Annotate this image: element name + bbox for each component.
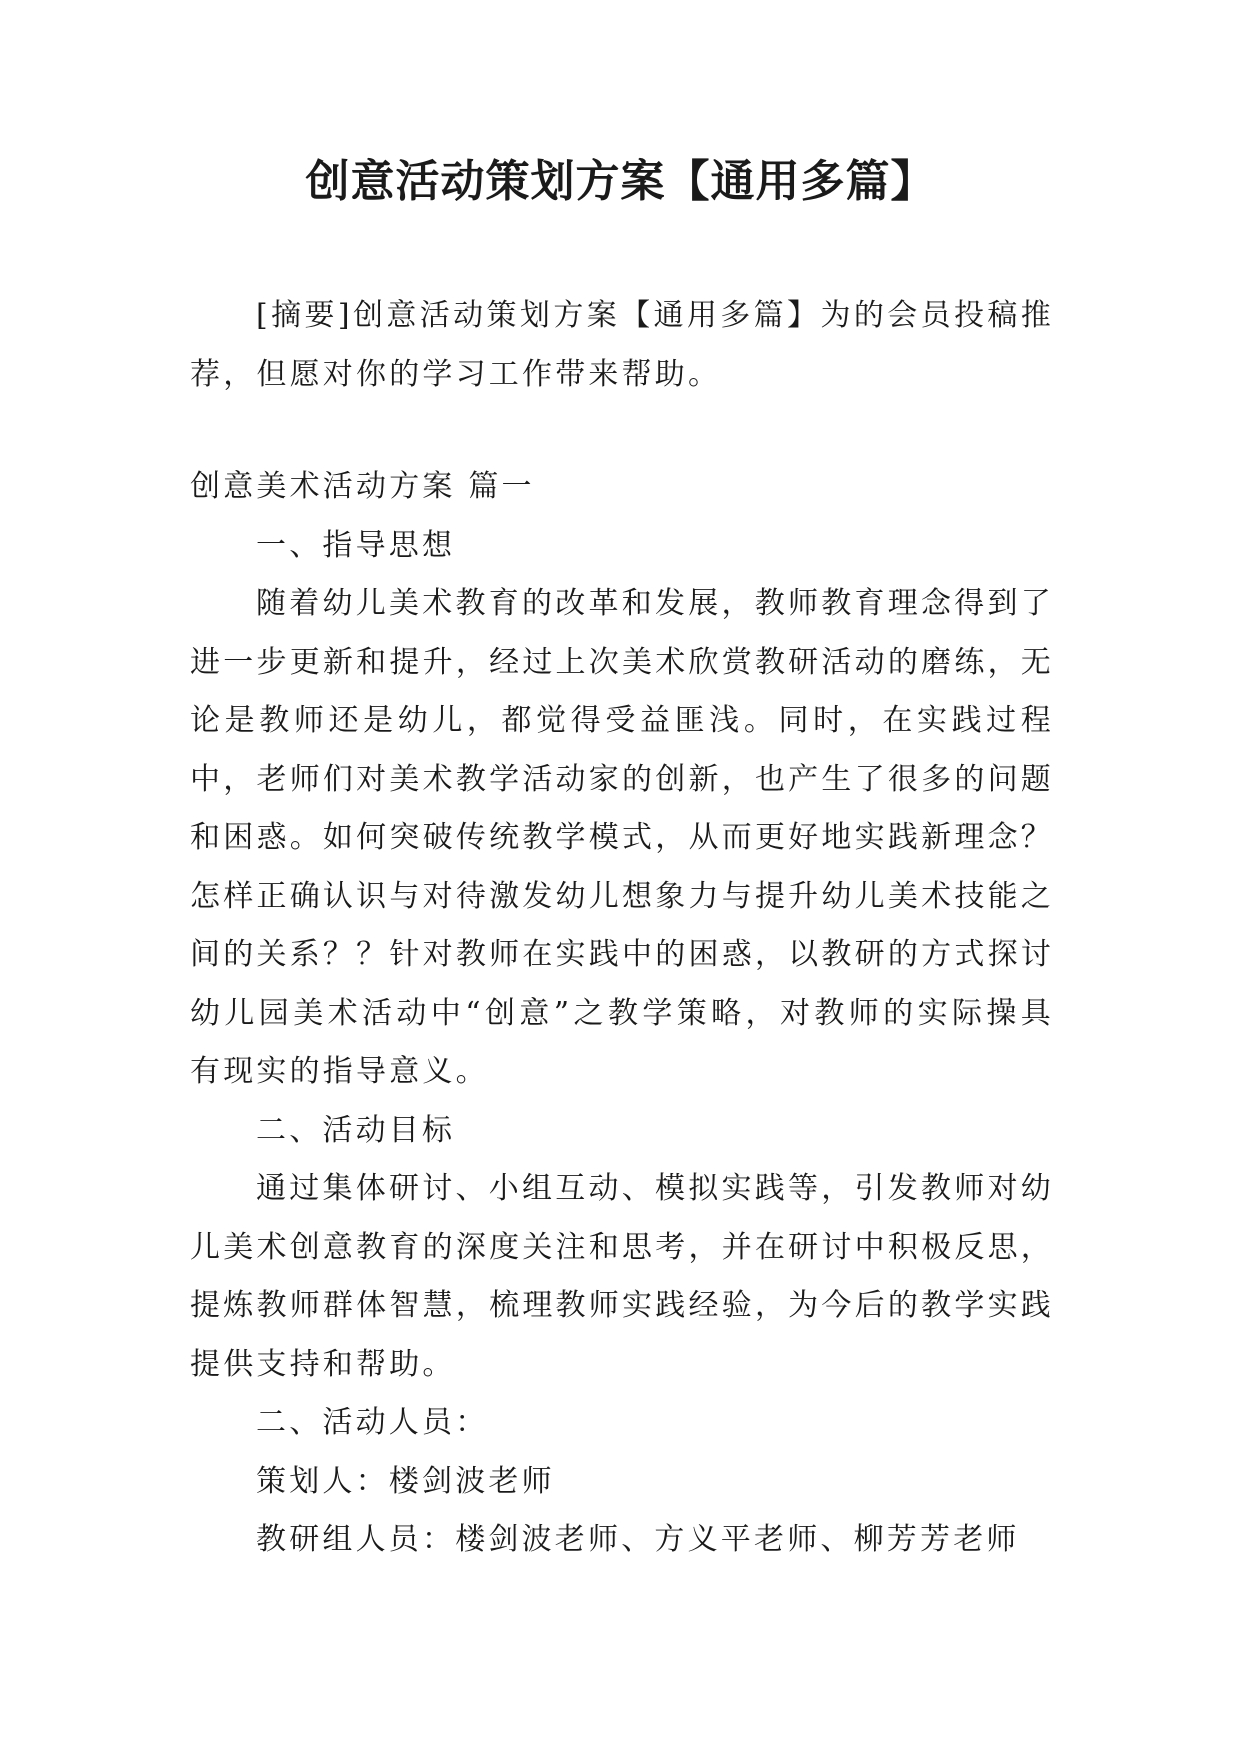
- paragraph-guiding-ideology: 随着幼儿美术教育的改革和发展，教师教育理念得到了进一步更新和提升，经过上次美术欣赏教研活动的磨练，无论是教师还是幼儿，都觉得受益匪浅。同时，在实践过程中，老师们对美术教学活动家的创新，也产生了很多的问题和困惑。如何突破传统教学模式，从而更好地实践新理念？怎样正确认识与对待激发幼儿想象力与提升幼儿美术技能之间的关系？？针对教师在实践中的困惑，以教研的方式探讨幼儿园美术活动中“创意”之教学策略，对教师的实际操具有现实的指导意义。: [190, 586, 1054, 1089]
- heading-activity-goals: 二、活动目标: [256, 1112, 456, 1148]
- document-body: [190, 458, 1054, 1570]
- abstract-paragraph: [摘要]创意活动策划方案【通用多篇】为的会员投稿推荐，但愿对你的学习工作带来帮助。: [190, 298, 1054, 392]
- heading-activity-staff: 二、活动人员：: [256, 1405, 489, 1440]
- planner-line: 策划人：楼剑波老师: [256, 1463, 555, 1499]
- paragraph-activity-goals: 通过集体研讨、小组互动、模拟实践等，引发教师对幼儿美术创意教育的深度关注和思考，并在研讨中积极反思，提炼教师群体智慧，梳理教师实践经验，为今后的教学实践提供支持和帮助。: [190, 1171, 1054, 1382]
- heading-guiding-ideology: 一、指导思想: [256, 527, 456, 563]
- section-heading: 创意美术活动方案 篇一: [190, 469, 535, 504]
- research-group-line: 教研组人员：楼剑波老师、方义平老师、柳芳芳老师: [256, 1522, 1020, 1557]
- document-title: 创意活动策划方案【通用多篇】: [305, 156, 936, 207]
- abstract-block: [190, 287, 1054, 404]
